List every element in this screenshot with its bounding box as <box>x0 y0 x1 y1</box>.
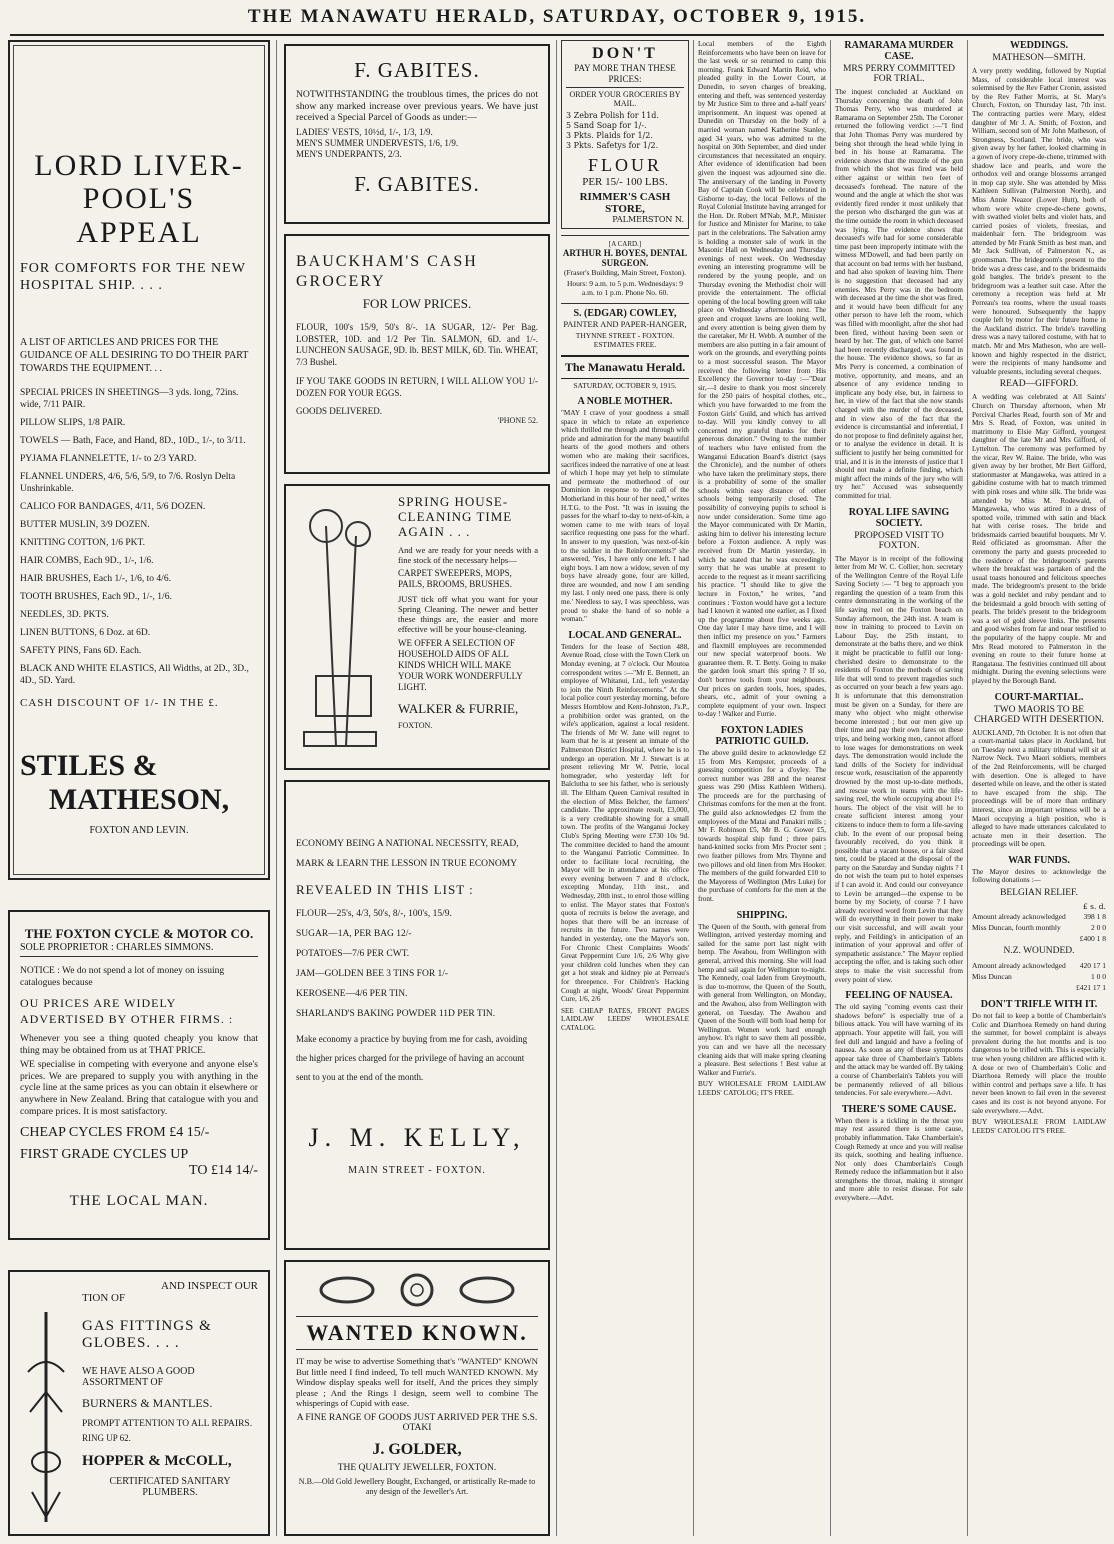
column-divider <box>276 40 277 1536</box>
boyes-card <box>561 235 689 297</box>
row-value: £421 17 1 <box>1076 983 1106 993</box>
cycle-to: TO £14 14/- <box>189 1163 258 1179</box>
list-item: TOWELS — Bath, Face, and Hand, 8D., 10D., 1/-, to 3/11. <box>20 436 246 446</box>
gas-l3: GAS FITTINGS & <box>82 1318 212 1334</box>
royal-heading: ROYAL LIFE SAVING SOCIETY. <box>848 506 950 529</box>
bauckham-delivered: GOODS DELIVERED. <box>296 405 382 416</box>
cycle-first-grade: FIRST GRADE CYCLES UP <box>20 1147 189 1163</box>
list-item: KNITTING COTTON, 1/6 PKT. <box>20 538 145 548</box>
list-item: CALICO FOR BANDAGES, 4/11, 5/6 DOZEN. <box>20 502 206 512</box>
gas-l4: GLOBES. . . . <box>82 1335 180 1351</box>
row-label: Amount already acknowledged <box>972 961 1066 971</box>
cowley-street: THYNNE STREET - FOXTON. <box>575 331 675 340</box>
golder-poem: IT may be wise to advertise Something that's "WANTED" KNOWN But little need I find indeed, To tell much WANTED KNOWN. My Window display speaks well for itself, And the prices they simply please ; And the Rings I design, seem well to combine The whisperings of Cupid with ease. <box>296 1356 538 1408</box>
murder-heading: RAMARAMA MURDER CASE. <box>844 40 954 62</box>
kelly-revealed: REVEALED IN THIS LIST : <box>296 882 474 897</box>
foxton-cycle-ad <box>8 910 270 1240</box>
cause-heading: THERE'S SOME CAUSE. <box>841 1103 957 1115</box>
court-subheading: TWO MAORIS TO BE CHARGED WITH DESERTION. <box>974 704 1104 725</box>
golder-jeweller: THE QUALITY JEWELLER, FOXTON. <box>337 1462 497 1473</box>
row-label: Amount already acknowledged <box>972 912 1066 922</box>
belgian-table <box>972 911 1106 944</box>
nz-heading: N.Z. WOUNDED. <box>1003 946 1075 957</box>
gabites-item: MEN'S SUMMER UNDERVESTS, 1/6, 1/9. <box>296 137 459 148</box>
trifle-body: Do not fail to keep a bottle of Chamberlain's Colic and Diarrhoea Remedy on hand during the summer, for bowel complaint is always prevalent during the hot months and is too dangerous to be trifled with. This is especially true when young children are afflicted with it. A dose or two of Chamberlain's Colic and Diarrhoea Remedy will place the trouble within control and perhaps save a life. It has never been known to fail even in the severest cases and its cost is not beyond anyone. For sale everywhere.—Advt. <box>972 1012 1106 1115</box>
hopper-mccoll-ad <box>8 1270 270 1536</box>
kelly-item: KEROSENE—4/6 PER TIN. <box>296 989 408 999</box>
row-value: 398 1 8 <box>1083 912 1106 922</box>
gas-l7: BURNERS & MANTLES. <box>82 1396 213 1410</box>
column-divider <box>693 40 694 1536</box>
wedding-1-body: A very pretty wedding, followed by Nuptial Mass, of considerable local interest was solemnised by the Rev Father Cronin, assisted by the Rev Father Morris, at St. Mary's Church, Foxton, on Thursday last, 7th inst. The contracting parties were Mary, eldest daughter of Mr J. A. Smith, of Foxton, and William, second son of Mr John Matheson, of Strongness, Scotland. The bride, who was given away by her father, looked charming in a gown of ivory crepe-de-chene, trimmed with shadow lace and pearls, and wore the orthodox veil and orange blossoms arranged in mop cap style. She was attended by Miss Kathleen Sullivan (Palmerston North), and Miss Annie Neazor (Lower Hutt), both of whom wore white crepe-de-chene gowns, with swathed violet belts and violet hats, and carried posies of violets, freesias, and maidenhair fern. The bridegroom was attended by Mr Frank Smith as best man, and Mr Jack Sullivan, of Palmerston N., as groomsman. The bridegroom's present to the bride was a dress case, and to the bridesmaids gold bangles. The bride's present to the bridegroom was a leather suit case. After the ceremony a reception was held at Mr Perreau's tea rooms, where the usual toasts were honoured. Subsequently the happy couple left by motor for their future home in the Auckland district. The bride's travelling dress was a navy tailored costume, with hat to match. Mr and Mrs Matheson, who are well-known and highly respected in the district, were the recipients of many handsome and valuable presents, including several cheques. <box>972 67 1106 376</box>
kelly-address: MAIN STREET - FOXTON. <box>348 1165 486 1176</box>
buy-wholesale: BUY WHOLESALE FROM LAIDLAW LEEDS' CATOLOG; IT'S FREE. <box>698 1080 826 1097</box>
row-value: 420 17 1 <box>1079 961 1106 971</box>
bauckham-eggs: IF YOU TAKE GOODS IN RETURN, I WILL ALLOW YOU 1/- DOZEN FOR YOUR EGGS. <box>296 376 538 398</box>
rimmer-ad <box>561 40 689 229</box>
wedding-2-heading: READ—GIFFORD. <box>999 379 1079 390</box>
walker-town: FOXTON. <box>398 721 433 730</box>
liverpool-title-1: LORD LIVER- <box>34 149 244 182</box>
shipping-body: The Queen of the South, with general from Wellington, arrived yesterday morning and sailed for the same port last night with hemp. The Awahou, from Wellington with general, arrived this morning. She will load hemp and sail again for Wellington to-night. The Kennedy, coal laden from Greymouth, is due to-morrow, the Queen of the South, with general from Wellington, on Monday, and the Awahou, also from Wellington with general, on Tuesday. The Awahou and Queen of the South will both load hemp for Wellington. Women work hard enough anyhow. It's right to save them all possible, you can and we have all the necessary cleaning aids that will make spring cleaning a pleasure. Best selections ! Best value at Walker and Furrie's. <box>698 922 826 1077</box>
rimmer-item: 3 Pkts. Safetys for 1/2. <box>566 141 659 150</box>
cycle-cheap: CHEAP CYCLES FROM £4 15/- <box>20 1125 210 1141</box>
table-row <box>972 922 1106 933</box>
column-divider <box>830 40 831 1536</box>
gas-l6: ASSORTMENT OF <box>82 1377 164 1388</box>
nausea-heading: FEELING OF NAUSEA. <box>845 990 953 1002</box>
gabites-title: F. GABITES. <box>354 58 480 82</box>
stiles-firm-1: STILES & <box>20 749 158 782</box>
column-5 <box>835 40 963 1536</box>
liverpool-subtitle: FOR COMFORTS FOR THE NEW HOSPITAL SHIP. . . . <box>20 261 246 293</box>
rimmer-item: 3 Zebra Polish for 11d. <box>566 111 659 120</box>
list-item: TOOTH BRUSHES, Each 9D., 1/-, 1/6. <box>20 592 172 602</box>
bauckham-sub: FOR LOW PRICES. <box>362 296 472 311</box>
cowley-trade: PAINTER AND PAPER-HANGER, <box>563 319 687 329</box>
gabites-ad <box>284 44 550 224</box>
table-row <box>972 971 1106 982</box>
boyes-name: ARTHUR H. BOYES, DENTAL SURGEON. <box>562 248 688 268</box>
walker-body-2: CARPET SWEEPERS, MOPS, PAILS, BROOMS, BRUSHES. <box>398 568 512 589</box>
rimmer-dont: DON'T <box>592 45 658 62</box>
row-value: 1 0 0 <box>1091 972 1106 982</box>
herald-masthead <box>561 355 689 379</box>
cycle-sign: THE LOCAL MAN. <box>69 1193 209 1210</box>
row-label <box>972 933 1077 944</box>
cycle-title: THE FOXTON CYCLE & MOTOR CO. <box>24 926 254 941</box>
kelly-name: J. M. KELLY, <box>308 1123 526 1152</box>
shipping-heading: SHIPPING. <box>736 909 788 921</box>
gas-l2: TION OF <box>82 1292 126 1304</box>
gas-ring: RING UP 62. <box>82 1433 131 1443</box>
bauckham-phone: 'PHONE 52. <box>497 415 538 425</box>
walker-furrie-ad <box>284 484 550 770</box>
royal-subheading: PROPOSED VISIT TO FOXTON. <box>854 530 944 551</box>
nz-table <box>972 960 1106 993</box>
rimmer-item: 3 Pkts. Plaids for 1/2. <box>566 131 653 140</box>
lsd-header: £ s. d. <box>1083 902 1106 912</box>
kelly-item: SHARLAND'S BAKING POWDER 11D PER TIN. <box>296 1009 496 1019</box>
gabites-body: NOTWITHSTANDING the troublous times, the prices do not show any marked increase over previous years. We have just received a Special Parcel of Goods as under:— <box>296 89 538 124</box>
list-item: PYJAMA FLANNELETTE, 1/- to 2/3 YARD. <box>20 454 197 464</box>
masthead-rule <box>10 34 1104 36</box>
kelly-ad <box>284 780 550 1250</box>
list-item: BUTTER MUSLIN, 3/9 DOZEN. <box>20 520 150 530</box>
gas-firm: HOPPER & McCOLL, <box>82 1453 232 1469</box>
guild-body: The above guild desire to acknowledge £2 15 from Mrs Kempster, proceeds of a guessing competition for a d'oyley. The correct number was 288 and the nearest guess was 290 (Miss Kathleen Withers). The proceeds are for the purchasing of Christmas comforts for the men at the front. The guild also acknowledges £2 from the employees of the Matai and Panakiri mills ; Mr F. Robinson £5, Mr B. G. Gower £5, towards hospital ship fund ; three pairs hand-knitted socks from Mrs Procter sent ; two feather pillows from Mrs Thynne and two pillows and old linen from Mrs Hooker. The members of the guild forwarded £10 to the Mayoress of Wellington (Mrs Luke) for the purchase of comforts for the men at the front. <box>698 748 826 903</box>
bauckham-list: FLOUR, 100's 15/9, 50's 8/-. 1A SUGAR, 12/- Per Bag. LOBSTER, 10D. and 1/2 Per Tin. SALMON, 6D. and 1/-. LUNCHEON SAUSAGE, 9D. lb. BEST MILK, 6D. Tin. WHEAT, 7/3 Bushel. <box>296 322 538 367</box>
murder-subheading: MRS PERRY COMMITTED FOR TRIAL. <box>842 64 956 84</box>
herald-title: The Manawatu Herald. <box>564 360 686 374</box>
rimmer-flour: FLOUR <box>587 155 662 175</box>
boyes-card-label: [A CARD.] <box>608 240 642 248</box>
royal-body: The Mayor is in receipt of the following letter from Mr W. C. Collier, hon. secretary of the Wellington Centre of the Royal Life Saving Society :— "I beg to approach you regarding the question of a team from this centre demonstrating in the working of the life saving reel on the Foxton beach on Sunday afternoon, the 24th inst. A team is now in training to proceed to Levin on Labour Day, the 25th instant, to demonstrate at the baths there, and we think it might be practicable to fulfil our long-cherished desire to demonstrate to the residents of Foxton the methods of saving life that will tend to prevent tragedies such as occurred on your beach a few years ago. It is unfortunate that this demonstration must be given on a Sunday, for there are many who object who might otherwise become interested ; but our men give up their time and pay their own fares on these trips, and being working men, cannot afford to lose wages for demonstrations on week days. The demonstration would include the land drills of the Society for individual rescue work, resuscitation of the apparently drowned by the most up-to-date methods, and rescue work in teams with the life-saving reel, the whole occupying about 1½ hours. The object of the visit will be to create sufficient interest among your citizens to induce them to form a life-saving club. In the event of our proposal being favourably received, do you think it possible that a vacant house, or a fair sized tent, could be placed at the disposal of the party on the Saturday and Sunday nights ? I do not wish the team put to hotel expenses if I can avoid it. And could our conveyance to Levin be arranged—the expense to be borne by my Society, of course ? I have already received word from Levin that they will do everything in their power to make our visit successful, and will await your reply, and Feilding's in anticipation of an intimation of your approval and offer of sympathetic assistance." The Mayor replied accepting the offer, and is taking such other steps to make the visit successful from every point of view. <box>835 554 963 984</box>
trifle-heading: DON'T TRIFLE WITH IT. <box>980 999 1098 1011</box>
list-item: LINEN BUTTONS, 6 Doz. at 6D. <box>20 628 151 638</box>
table-row <box>972 933 1106 944</box>
noble-heading: A NOBLE MOTHER. <box>577 396 673 407</box>
war-intro: The Mayor desires to acknowledge the following donations :— <box>972 867 1106 885</box>
wedding-2-body: A wedding was celebrated at All Saints' Church on Thursday afternoon, when Mr Percival Charles Read, fourth son of Mr and Mrs S. Read, of Foxton, was united in matrimony to Elsie May Gifford, youngest daughter of the late Mr and Mrs Gifford, of Lyttelton. The ceremony was performed by the vicar, Rev W. Raine. The bride, who was given away by her brother, Mr Bert Gifford, stationmaster at Mangaweka, was attired in a gabidine costume with hat to match trimmed with pink roses and white silk. The bride was attended by Miss M. Rodewald, of Mangaweka, who was attired in a dress of spotted voile, trimmed with satin and black hat with cerise roses. The bride and bridesmaids carried beautiful bouquets. Mr V. Reid officiated as groomsman. After the ceremony the party and guests proceeded to the residence of the bridegroom's parents where the breakfast was partaken of and the usual toasts honoured and felicitous speeches made. The bridegroom's present to the bride was a gold necklet and ruby pendant and to the bridesmaid a gold brooch with setting of pearls. The bride's present to the bridegroom was a set of gold sleeve links. The presents and good wishes from far and near testified to the popularity of the happy couple. Mr and Mrs Read motored to Palmerston in the evening en route to their future home at Rangataua. The festivities continued till about midnight. During the evening selections were played by the Borough Band. <box>972 393 1106 685</box>
boyes-hours: Hours: 9 a.m. to 5 p.m. Wednesdays: 9 a.m. to 1 p.m. Phone No. 60. <box>566 279 684 297</box>
boyes-address: (Fraser's Building, Main Street, Foxton). <box>564 268 686 277</box>
catalog-note: SEE CHEAP RATES, FRONT PAGES LAIDLAW LEEDS' WHOLESALE CATALOG. <box>561 1006 689 1032</box>
bauckham-title: BAUCKHAM'S CASH GROCERY <box>296 253 478 290</box>
local-heading: LOCAL AND GENERAL. <box>568 629 682 641</box>
broom-and-sweeper-icon <box>296 506 386 756</box>
column-6 <box>972 40 1106 1536</box>
walker-firm: WALKER & FURRIE, <box>398 701 519 716</box>
row-label: Miss Duncan, fourth monthly <box>972 923 1061 933</box>
kelly-item: SUGAR—1A, PER BAG 12/- <box>296 929 412 939</box>
table-row <box>972 960 1106 971</box>
walker-body-1: And we are ready for your needs with a fine stock of the necessary helps— <box>398 545 538 565</box>
gas-l1: AND INSPECT OUR <box>161 1280 258 1292</box>
cowley-name: S. (EDGAR) COWLEY, <box>573 308 677 319</box>
liverpool-title-2: POOL'S APPEAL <box>76 182 202 249</box>
row-label <box>972 982 1074 993</box>
gas-fitting-icon <box>24 1312 68 1522</box>
row-label: Miss Duncan <box>972 972 1012 982</box>
list-item: SAFETY PINS, Fans 6D. Each. <box>20 646 142 656</box>
cowley-card <box>561 303 689 349</box>
golder-ad <box>284 1260 550 1536</box>
gabites-item: MEN'S UNDERPANTS, 2/3. <box>296 148 402 159</box>
column-divider <box>556 40 557 1536</box>
table-row <box>972 911 1106 922</box>
cause-body: When there is a tickling in the throat you may rest assured there is some cause, probably inflammation. Take Chamberlain's Cough Remedy at once and you will realise its quick, soothing and healing influence. Not only does Chamberlain's Cough Remedy reduce the inflammation but it also strengthens the throat, making it stronger and more able to resist disease. For sale everywhere.—Advt. <box>835 1116 963 1203</box>
rimmer-per: PER 15/- 100 LBS. <box>582 176 668 188</box>
table-row <box>972 982 1106 993</box>
court-heading: COURT-MARTIAL. <box>994 691 1084 703</box>
gas-l8: PROMPT ATTENTION TO ALL REPAIRS. <box>82 1419 253 1429</box>
list-item: HAIR BRUSHES, Each 1/-, 1/6, to 4/6. <box>20 574 171 584</box>
walker-body-3: JUST tick off what you want for your Spring Cleaning. The newer and better these things are, the easier and more effective will be your house-cleaning. <box>398 594 538 634</box>
local-body: Tenders for the lease of Section 488, Avenue Road, close with the Town Clerk on Monday evening, at 7 o'clock. Our Moutoa correspondent writes :—"Mr E. Bennett, an employee of Whitanui, Ltd., left yesterday to join the Ninth Reinforcements." At the local police court yesterday morning, before Messrs Hornblow and Kent-Johnston, J's.P., a prohibition order was granted, on the wife's application, against a local resident. The friends of Mr W. Jane will regret to learn that he is at present an inmate of the Palmerston District Hospital, where he is to undergo an operation. Mr J. Stewart is at present relieving Mr W. Petrie, local homegrader, who yesterday left for Balclutha to see his father, who is seriously ill. The Eltham Queen Carnival resulted in the election of Miss Belcher, the farmers' candidate. The approximate result, £3,000, is a very creditable showing for a small town. The profits of the Wanganui Jockey Club's Spring Meeting were £730 10s 9d. The committee decided to hand the amount to the Wanganui Patriotic Committee. In order to facilitate local recruiting, the Mayor will be in attendance at his office every evening between 7 and 8 o'clock, excepting Monday, 11th inst., and Wednesday, 20th inst., to enrol those willing to enlist. The Mayor states that Foxton's quota of recruits is below the average, and hopes that there will be an increase of recruits in the future. Two names were handed in yesterday, one the Mayor's son. For Chronic Chest Complaints Woods' Great Peppermint Cure 1/6, 2/6 Why give your children cold lunches when they can get a hot steak and kidney pie at Perreau's for threepence. For Children's Hacking Cough at night, Woods' Great Peppermint Cure, 1/6, 2/6 <box>561 642 689 1004</box>
rimmer-store: RIMMER'S CASH STORE, <box>579 191 671 215</box>
walker-title: SPRING HOUSE-CLEANING TIME AGAIN . . . <box>398 494 513 539</box>
rimmer-pay: PAY MORE THAN THESE PRICES: <box>574 63 676 84</box>
guild-heading: FOXTON LADIES PATRIOTIC GUILD. <box>715 724 809 747</box>
rimmer-order: ORDER YOUR GROCERIES BY MAIL. <box>566 87 684 108</box>
cycle-notice: NOTICE : We do not spend a lot of money on issuing catalogues because <box>20 966 225 988</box>
gas-cert: CERTIFICATED SANITARY PLUMBERS. <box>109 1476 231 1498</box>
jewellery-icon <box>317 1270 517 1310</box>
cycle-proprietor: SOLE PROPRIETOR : CHARLES SIMMONS. <box>20 942 258 957</box>
list-item: PILLOW SLIPS, 1/8 PAIR. <box>20 418 126 428</box>
golder-range: A FINE RANGE OF GOODS JUST ARRIVED PER THE S.S. OTAKI <box>296 1412 538 1433</box>
gas-l5: WE HAVE ALSO A GOOD <box>82 1366 195 1377</box>
wedding-1-heading: MATHESON—SMITH. <box>992 53 1086 63</box>
liverpool-intro: A LIST OF ARTICLES AND PRICES FOR THE GUIDANCE OF ALL DESIRING TO DO THEIR PART TOWARDS THE EQUIPMENT. . . <box>20 337 249 374</box>
weddings-heading: WEDDINGS. <box>1009 40 1069 51</box>
cycle-body-1: Whenever you see a thing quoted cheaply you know that thing may be obtained from us at THAT PRICE. <box>20 1033 258 1056</box>
cycle-prices: OU PRICES ARE WIDELY ADVERTISED BY OTHER FIRMS. : <box>20 996 234 1026</box>
row-value: £400 1 8 <box>1079 934 1106 944</box>
rimmer-item: 5 Sand Soap for 1/-. <box>566 121 647 130</box>
column-3 <box>561 40 689 1536</box>
belgian-heading: BELGIAN RELIEF. <box>1000 888 1078 899</box>
golder-name: J. GOLDER, <box>372 1440 462 1458</box>
stiles-town: FOXTON AND LEVIN. <box>89 825 189 836</box>
war-heading: WAR FUNDS. <box>1008 854 1070 866</box>
list-item: BLACK AND WHITE ELASTICS, All Widths, at 2D., 3D., 4D., 5D. Yard. <box>20 664 249 686</box>
herald-date: SATURDAY, OCTOBER 9, 1915. <box>573 381 677 390</box>
cycle-body-2: WE specialise in competing with everyone and anyone else's prices. We are prepared to supply you with anything in the cycle line at the same prices as you can obtain it elsewhere or anywhere in New Zealand. Bring that catalogue with you and compare prices. It is most satisfactory. <box>20 1059 258 1117</box>
noble-body: "MAY I crave of your goodness a small space in which to relate an experience which thrilled me through and through with pride and admiration for the many beautiful hearts of the good mothers and others women who are making their sacrifices, sacrifices indeed the narrative of one at least of which I hope may yet help to stimulate and permeate the motherhood of our Dominion in response to the call of the Motherland in this hour of her need," writes H.T.G. to the Post. "It was in issuing the passes for the wharf to-day to next-of-kin, a women came to me with tears of loyal sacrifice requesting one pass for the wharf. In answer to my question, 'was next-of-kin to the soldier in the Reinforcements?' she answered, 'Yes, I have only one left. I had eight boys. I am now a widow, seven of my boys have already gone, four are killed, three are wounded, and now I am sending my last. I only need one pass, there is only me.' Needless to say, I was speechless, was proud to shake the hand of so noble a woman." <box>561 409 689 624</box>
kelly-economy: ECONOMY BEING A NATIONAL NECESSITY, READ, MARK & LEARN THE LESSON IN TRUE ECONOMY <box>296 839 519 869</box>
column-2 <box>284 40 550 1536</box>
stiles-firm-2: MATHESON, <box>48 783 230 816</box>
row-value: 2 0 0 <box>1091 923 1106 933</box>
column-1 <box>8 40 270 1536</box>
liverpool-appeal-ad <box>8 40 270 880</box>
kelly-note: Make economy a practice by buying from me for cash, avoiding the higher prices charged for the privilege of having an account sent to you at the end of the month. <box>296 1034 528 1082</box>
golder-title: WANTED KNOWN. <box>296 1316 538 1350</box>
column-4 <box>698 40 826 1536</box>
list-item: NEEDLES, 3D. PKTS. <box>20 610 109 620</box>
nausea-body: The old saying "coming events cast their shadows before" is especially true of a bilious attack. You will have warning of its approach. Your appetite will fail, you will feel dull and languid and have a feeling of nausea. As soon as any of these symptoms appear take three of Chamberlain's Tablets and the attack may be warded off. By taking a course of Chamberlain's Tablets you will be permanently relieved of all bilious tendencies. For sale everywhere.—Advt. <box>835 1003 963 1098</box>
column-divider <box>967 40 968 1536</box>
gabites-item: LADIES' VESTS, 10½d, 1/-, 1/3, 1/9. <box>296 126 433 137</box>
bauckham-ad <box>284 234 550 474</box>
list-item: FLANNEL UNDERS, 4/6, 5/6, 5/9, to 7/6. Roslyn Delta Unshrinkable. <box>20 472 236 494</box>
murder-body: The inquest concluded at Auckland on Thursday concerning the death of John Thomas Perry, who was murdered at Ramarama on September 25th. The Coroner returned the following verdict :—"I find that John Thomas Perry was murdered by being shot through the head while lying in bed in his house at Ramarama. The evidence shows that the muzzle of the gun from which the shot was fired was held either against or within two feet of deceased's forehead. The nature of the wound and the angle at which the shot was evidently fired render it most unlikely that the person who discharged the gun was at the time outside the room in which deceased was lying. The evidence shows that deceased's wife had for some considerable time past been improperly intimate with the witness M'Dowell, and had been partly on that account on bad terms with her husband, and had also spoken of leaving him. There is no suggestion that deceased had any enemies. Mrs Perry was in the bedroom with deceased at the time the shot was fired, and it would have been difficult for any other person to have left the room, which was filled with moonlight, after the shot had been fired, without having been seen or heard by her. The gun, of which one barrel had been recently discharged, was found in the house. The evidence shows, so far as Mrs Perry is concerned, a combination of motive, opportunity, and means, and an absence of any evidence tending to implicate any body else, but, in fairness to her, in view of the fact that she now stands charged with the murder of the deceased, and in view also of the fact that the evidence is circumstantial and inferential, I do not propose to find definitely against her, or to analyse the evidence in detail. It is sufficient to justify her being committed for trial, and it is in the interests of justice that I should not make a definite finding, which might affect the minds of the jury who will try her." Accused was subsequently committed for trial. <box>835 88 963 500</box>
local-news-body: Local members of the Eighth Reinforcements who have been on leave for the last week or so returned to camp this morning. Frank Edward Martin Reid, who pleaded guilty in the Lower Court, at Dunedin, to seven charges of breaking, entering and theft, was sentenced yesterday by Mr Justice Sim to three and a-half years' imprisonment. An inquest was opened at Dunedin on Thursday on the body of a married woman named Katherine Stanley, aged 34 years, who was admitted to the hospital on 30th September, and died under circumstances that necessitated an enquiry. After evidence of identification had been given the inquest was adjourned sine die. The anniversary of the landing in Poverty Bay of Captain Cook will be celebrated in Gisborne to-day, the local Fellows of the Royal Colonial Institute having arranged for the Hon. Dr. Robert M'Nab, M.P., Minister for Justice and Minister for Marine, to take part in the celebrations. The Salvation army is holding a monster sale of work in the Masonic Hall on Wednesday and Thursday evenings of next week. On Wednesday evening an interesting programme will be rendered by the young people, and on Thursday evening the Methodist choir will provide the entertainment. The official opening of the local bowling green will take place on Wednesday afternoon next. The green and croquet lawns are looking well, and every attention is being given them by the caretaker, Mr H. Webb. A number of the members are also putting in a fair amount of work on the grounds, and everything points to a most successful season. The Mayor received the following letter from His Excellency the Governor to-day :—"Dear sir,—I desire to thank you most sincerely for the 250 pairs of hospital clothes, etc., which you have forwarded to me from the Foxton Girls' Guild, and which has arrived to-day. Will you kindly convey to all concerned my grateful thanks for their generous donation." Owing to the number of teachers who have enlisted from the Wanganui Education Board's district (says the Chronicle), and the number of others who have taken the preliminary steps, there is a probability of some of the smaller schools within easy distance of other schools being temporarily closed. The possibility of conveying pupils to school is now under consideration. Some time ago the Mayor communicated with Dr Martin, asking him to deliver his interesting lecture before a Foxton audience. A reply was received from Dr Martin yesterday, in which he stated that he was exceedingly sorry that he was unable at present to accede to the request as it meant sacrificing his practice. "I should like to give the lecture in Foxton," he writes, "and continues : 'Foxton would have got a lecture had I known it wanted one earlier, as I fixed up the programme about five weeks ago. One day later I may have time, and I will then inflict my presence on you." Farmers and flaxmill employees are recommended our new special waterproof boots. We guarantee them. R. T. Betty. Going to make the garden look smart this spring ? If so, don't borrow tools from your neighbours. Our prices on garden tools, hoes, spades, shears, etc., admit of your owning a complete equipment of your own. Inspect to-day ! Walker and Furrie. <box>698 40 826 719</box>
kelly-item: JAM—GOLDEN BEE 3 TINS FOR 1/- <box>296 969 449 979</box>
gabites-sign: F. GABITES. <box>354 171 480 196</box>
rimmer-town: PALMERSTON N. <box>612 215 684 224</box>
kelly-item: FLOUR—25's, 4/3, 50's, 8/-, 100's, 15/9. <box>296 909 452 919</box>
golder-nb: N.B.—Old Gold Jewellery Bought, Exchanged, or artistically Re-made to any design of the Jeweller's Art. <box>298 1476 536 1496</box>
cowley-estimates: ESTIMATES FREE. <box>593 340 657 349</box>
walker-body-4: WE OFFER A SELECTION OF HOUSEHOLD AIDS OF ALL KINDS WHICH WILL MAKE YOUR WORK WONDERFULLY LIGHT. <box>398 638 523 692</box>
court-body: AUCKLAND, 7th October. It is not often that a court-martial takes place in Auckland, but on Tuesday next a military tribunal will sit at Narrow Neck. Two Maori soldiers, members of the 2nd Reinforcements, will be charged with desertion. One is alleged to have deserted while on leave, and the other is stated to have escaped from the ship. The proceedings will be of more than ordinary interest, since an important witness will be a Maori occupying a high position, who is alleged to have made utterances calculated to actuate men in their desertion. The proceedings will be open. <box>972 728 1106 849</box>
masthead: THE MANAWATU HERALD, SATURDAY, OCTOBER 9, 1915. <box>247 6 867 27</box>
list-item: SPECIAL PRICES IN SHEETINGS—3 yds. long, 72ins. wide, 7/11 PAIR. <box>20 388 239 410</box>
liverpool-cash-discount: CASH DISCOUNT OF 1/- IN THE £. <box>20 697 219 709</box>
list-item: HAIR COMBS, Each 9D., 1/-, 1/6. <box>20 556 154 566</box>
buy-wholesale: BUY WHOLESALE FROM LAIDLAW LEEDS' CATOLOG IT'S FREE. <box>972 1118 1106 1135</box>
kelly-item: POTATOES—7/6 PER CWT. <box>296 949 410 959</box>
